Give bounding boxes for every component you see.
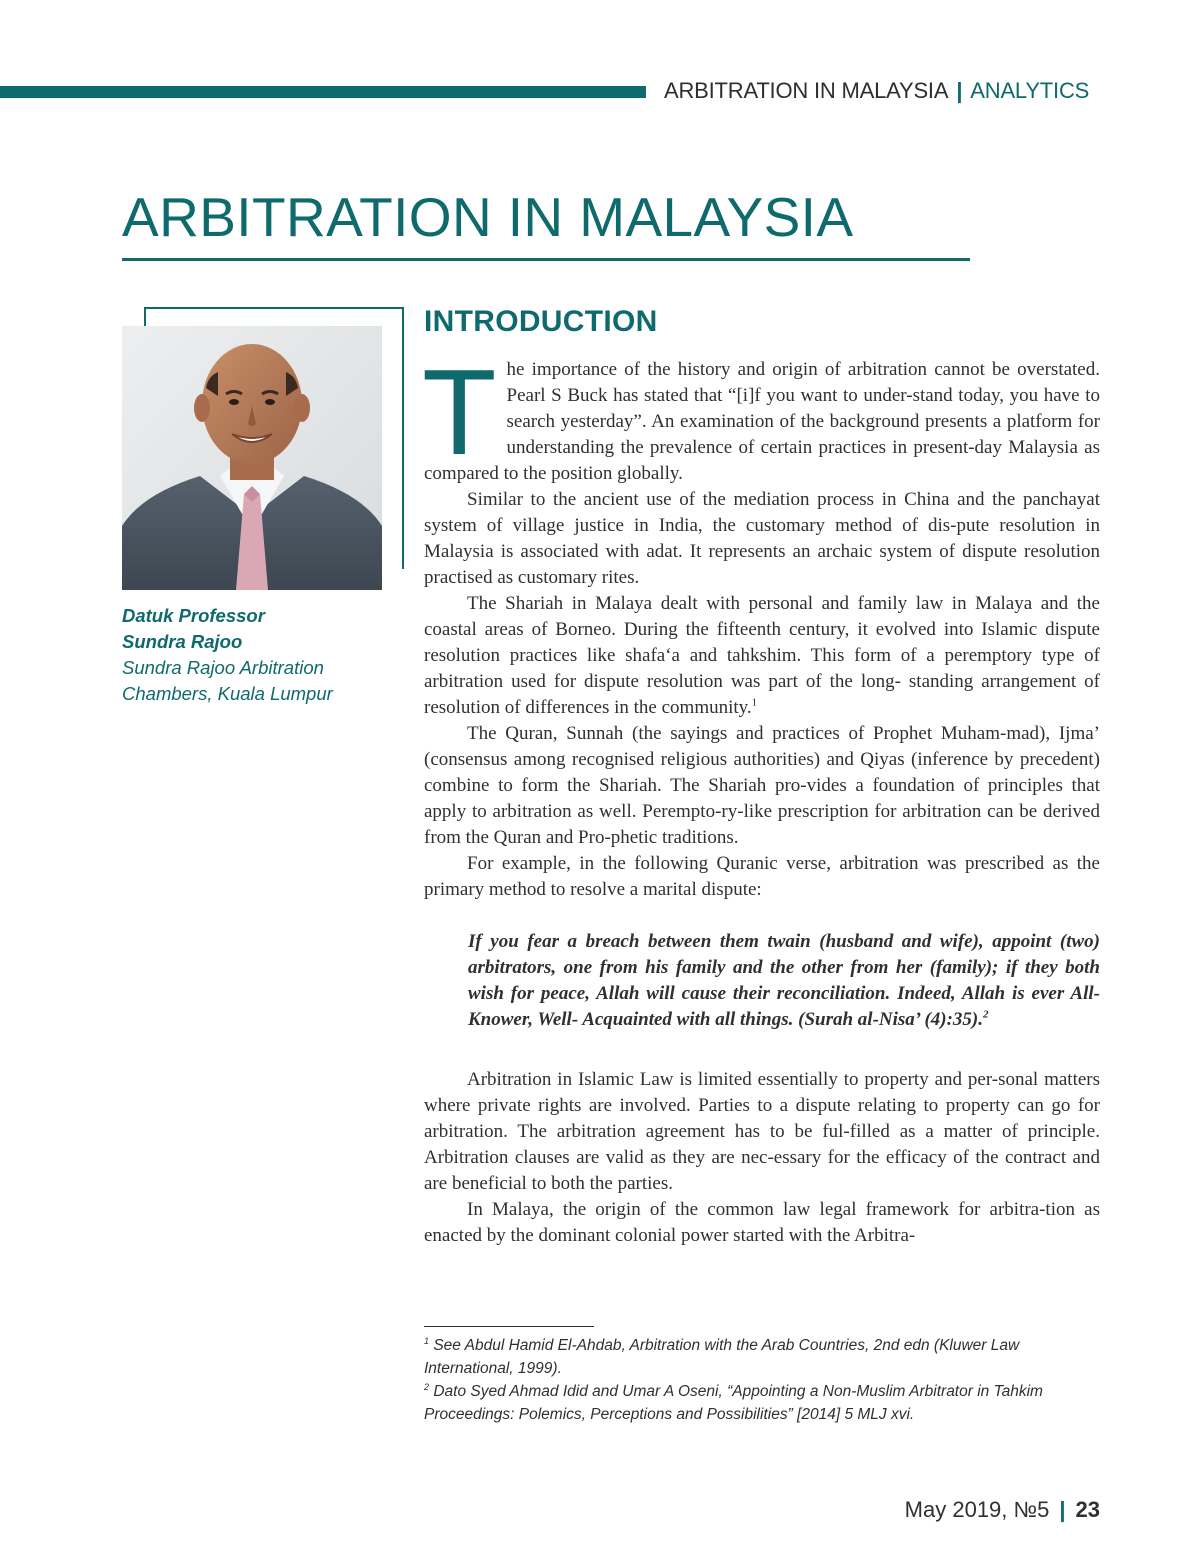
author-affiliation-line1: Sundra Rajoo Arbitration: [122, 657, 324, 678]
running-header: [664, 78, 1104, 104]
footer-issue: May 2019, №5: [904, 1497, 1050, 1522]
page-number: 23: [1075, 1497, 1100, 1522]
paragraph-1-text: he importance of the history and origin of arbitration cannot be overstated. Pearl S Buck has stated that “[i]f you want to under-stand today, you have to search yesterday”. An examination of the background presents a platform for understanding the prevalence of certain practices in present-day Malaysia as compared to the position globally.: [424, 359, 1100, 484]
footnote-1: [424, 1334, 1100, 1380]
article-title: ARBITRATION IN MALAYSIA: [122, 186, 854, 248]
paragraph-3: [424, 591, 1100, 721]
footnote-rule: [424, 1326, 594, 1327]
drop-cap: T: [422, 344, 497, 480]
portrait-frame-left: [144, 307, 146, 327]
header-publication: ARBITRATION IN MALAYSIA: [664, 78, 949, 103]
paragraph-1: [422, 344, 1100, 487]
header-section: ANALYTICS: [970, 78, 1090, 103]
author-name-line2: Sundra Rajoo: [122, 631, 243, 652]
footnote-ref-2[interactable]: 2: [983, 1008, 989, 1021]
footnote-2-text: Dato Syed Ahmad Idid and Umar A Oseni, “Appointing a Non-Muslim Arbitrator in Tahkim Proceedings: Polemics, Perceptions and Possibilities” [2014] 5 MLJ xvi.: [424, 1383, 1043, 1423]
author-portrait: [122, 326, 382, 590]
paragraph-5: For example, in the following Quranic verse, arbitration was prescribed as the primary method to resolve a marital dispute:: [424, 853, 1100, 900]
author-name-line1: Datuk Professor: [122, 605, 265, 626]
quranic-quote: [468, 929, 1100, 1033]
author-affiliation-line2: Chambers, Kuala Lumpur: [122, 683, 333, 704]
paragraph-4: The Quran, Sunnah (the sayings and practices of Prophet Muham-mad), Ijma’ (consensus among recognised religious authorities) and Qiyas (inference by precedent) combine to form the Shariah. The Shariah pro-vides a foundation of principles that apply to arbitration as well. Perempto-ry-like prescription for arbitration can be derived from the Quran and Pro-phetic traditions.: [424, 723, 1100, 848]
section-heading: INTRODUCTION: [424, 305, 658, 338]
portrait-illustration: [122, 326, 382, 590]
footnote-ref-1[interactable]: 1: [751, 696, 758, 709]
header-bar: [0, 86, 646, 98]
article-body: [422, 344, 1100, 1249]
footnotes: [424, 1334, 1100, 1426]
paragraph-3-text: The Shariah in Malaya dealt with personal and family law in Malaya and the coastal areas of Borneo. During the fifteenth century, it evolved into Islamic dispute resolution practices like shafa‘a and tahkshim. This form of a peremptory type of arbitration used for dispute resolution was part of the long- standing arrangement of resolution of differences in the community.: [424, 593, 1100, 718]
quote-text: If you fear a breach between them twain (husband and wife), appoint (two) arbitrators, one from his family and the other from her (family); if they both wish for peace, Allah will cause their reconciliation. Indeed, Allah is ever All-Knower, Well- Acquainted with all things. (Surah al-Nisa’ (4):35).: [468, 931, 1100, 1030]
footnote-2: [424, 1380, 1100, 1426]
footnote-mark-1: 1: [424, 1335, 430, 1346]
paragraph-2: Similar to the ancient use of the mediation process in China and the panchayat system of village justice in India, the customary method of dis-pute resolution in Malaysia is associated with adat. It represents an archaic system of dispute resolution practised as customary rites.: [424, 489, 1100, 588]
paragraph-6: Arbitration in Islamic Law is limited essentially to property and per-sonal matters where private rights are involved. Parties to a dispute relating to property can go for arbitration. The arbitration agreement has to be ful-filled as a matter of principle. Arbitration clauses are valid as they are nec-essary for the efficacy of the contract and are beneficial to both the parties.: [424, 1069, 1100, 1194]
page-footer: [868, 1497, 1100, 1523]
portrait-frame-right: [402, 307, 404, 569]
author-byline: [122, 603, 392, 707]
title-rule: [122, 258, 970, 261]
footnote-mark-2: 2: [424, 1381, 430, 1392]
portrait-frame-top: [144, 307, 404, 309]
header-separator: |: [956, 78, 963, 103]
paragraph-7: In Malaya, the origin of the common law legal framework for arbitra-tion as enacted by the dominant colonial power started with the Arbitra-: [424, 1199, 1100, 1246]
footnote-1-text: See Abdul Hamid El-Ahdab, Arbitration with the Arab Countries, 2nd edn (Kluwer Law International, 1999).: [424, 1337, 1020, 1377]
footer-separator: |: [1059, 1497, 1066, 1522]
